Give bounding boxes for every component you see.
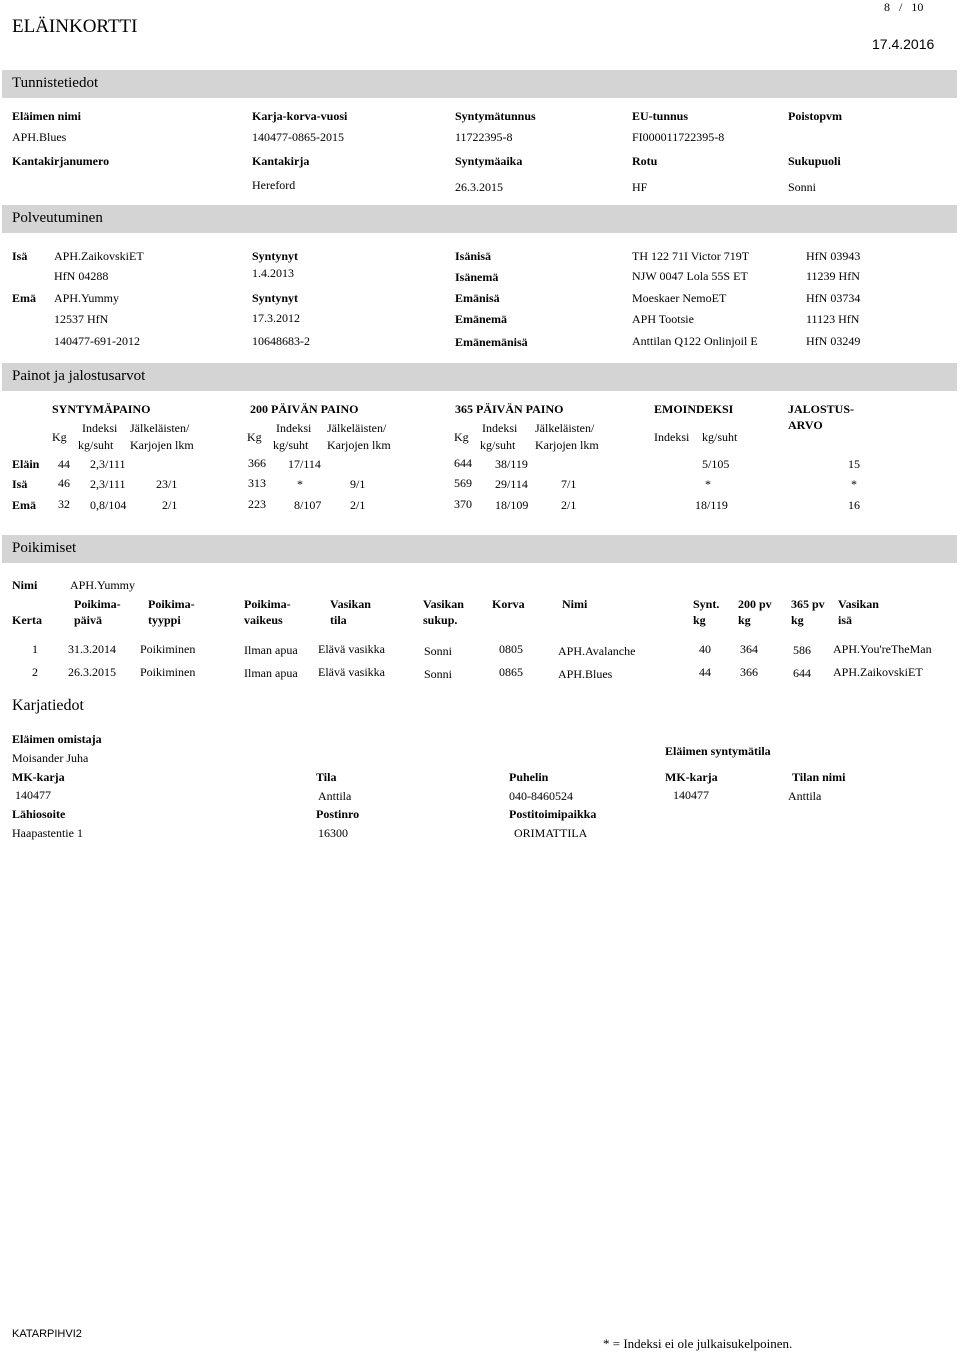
isanema-reg: 11239 HfN (806, 269, 860, 283)
weights-cell: 0,8/104 (90, 498, 127, 512)
label-poistopvm: Poistopvm (788, 109, 842, 123)
label-emanema: Emänemä (455, 312, 507, 326)
label-kantakirja: Kantakirja (252, 154, 310, 168)
section-title: Polveutuminen (12, 210, 103, 226)
weights-cell: 2/1 (162, 498, 178, 512)
sub-karj-2: Karjojen lkm (327, 438, 391, 452)
isa-born: 1.4.2013 (252, 266, 294, 280)
sub-kgsuht-3: kg/suht (480, 438, 516, 452)
weights-cell: 46 (58, 476, 70, 490)
label-rotu: Rotu (632, 154, 658, 168)
calving-cell: APH.You'reTheMan (833, 642, 932, 656)
label-isa: Isä (12, 249, 28, 263)
weights-cell: 2/1 (561, 498, 577, 512)
section-title: Tunnistetiedot (12, 75, 99, 91)
emanema-name: APH Tootsie (632, 312, 694, 326)
label-karja-korva-vuosi: Karja-korva-vuosi (252, 109, 348, 123)
weights-cell: 23/1 (156, 477, 178, 491)
calving-cell: 0805 (499, 642, 523, 656)
calving-cell: Poikiminen (140, 642, 196, 656)
sub-indeksi-1: Indeksi (82, 421, 118, 435)
calving-cell: APH.Blues (558, 667, 613, 681)
sub-indeksi-3: Indeksi (482, 421, 518, 435)
weights-cell: 2,3/111 (90, 457, 126, 471)
emanisa-name: Moeskaer NemoET (632, 291, 727, 305)
col-tila-1: Vasikan (330, 597, 371, 611)
section-tunnistetiedot (2, 70, 957, 98)
weights-cell: 5/105 (702, 457, 730, 471)
ema-born: 17.3.2012 (252, 311, 300, 325)
weights-cell: 223 (248, 497, 266, 511)
label-tila: Tila (316, 770, 337, 784)
label-birthplace: Eläimen syntymätila (665, 744, 771, 758)
weights-cell: 370 (454, 497, 472, 511)
page-number (884, 0, 923, 15)
section-painot (2, 363, 957, 391)
sub-kgsuht-1: kg/suht (78, 438, 114, 452)
calving-cell: 364 (740, 642, 758, 656)
col-korva: Korva (492, 597, 525, 611)
label-ema: Emä (12, 291, 36, 305)
col-vaikeus-2: vaikeus (244, 613, 283, 627)
ema-reg: 12537 HfN (54, 312, 109, 326)
calving-cell: Elävä vasikka (318, 665, 385, 679)
weights-row-label: Emä (12, 498, 36, 512)
label-postinro: Postinro (316, 807, 360, 821)
label-isanisa: Isänisä (455, 249, 492, 263)
weights-cell: 15 (848, 457, 860, 471)
weights-cell: 17/114 (288, 457, 321, 471)
col-sukup-1: Vasikan (423, 597, 464, 611)
tilan-nimi-value: Anttila (788, 789, 822, 803)
isanema-name: NJW 0047 Lola 55S ET (632, 269, 748, 283)
col-synt-2: kg (693, 613, 706, 627)
calving-cell: Ilman apua (244, 666, 298, 680)
label-mk-karja: MK-karja (12, 770, 65, 784)
page-total: 10 (911, 0, 924, 14)
weights-cell: 7/1 (561, 477, 577, 491)
sub-karj-3: Karjojen lkm (535, 438, 599, 452)
sub-kgsuht-2: kg/suht (273, 438, 309, 452)
label-syntymatunnus: Syntymätunnus (455, 109, 536, 123)
postitoimipaikka-value: ORIMATTILA (514, 826, 588, 840)
col-200-1: 200 pv (738, 597, 772, 611)
label-postitoimipaikka: Postitoimipaikka (509, 807, 597, 821)
postinro-value: 16300 (318, 826, 348, 840)
calving-cell: 0865 (499, 665, 523, 679)
calving-cell: APH.Avalanche (558, 644, 636, 658)
group-jalostusarvo-1: JALOSTUS- (788, 402, 855, 416)
calving-cell: 31.3.2014 (68, 642, 116, 656)
sub-kg-2: Kg (247, 430, 262, 444)
weights-row-label: Isä (12, 477, 28, 491)
weights-cell: 44 (58, 457, 70, 471)
value-sukupuoli: Sonni (788, 180, 817, 194)
group-emoindeksi: EMOINDEKSI (654, 402, 734, 416)
sub-jalk-2: Jälkeläisten/ (327, 421, 387, 435)
footer-code: KATARPIHVI2 (12, 1328, 82, 1340)
group-jalostusarvo-2: ARVO (788, 418, 823, 432)
weights-cell: * (851, 477, 857, 491)
ema-id: 140477-691-2012 (54, 334, 140, 348)
section-karjatiedot: Karjatiedot (12, 697, 84, 714)
col-synt-1: Synt. (693, 597, 720, 611)
sub-indeksi-4: Indeksi (654, 430, 690, 444)
label-calving-nimi: Nimi (12, 578, 38, 592)
group-365-paiva: 365 PÄIVÄN PAINO (455, 402, 564, 416)
calving-cell: Elävä vasikka (318, 642, 385, 656)
group-syntymapaino: SYNTYMÄPAINO (52, 402, 151, 416)
weights-cell: 18/119 (695, 498, 728, 512)
weights-cell: * (705, 477, 711, 491)
label-emanemanisa: Emänemänisä (455, 335, 528, 349)
label-isanema: Isänemä (455, 270, 499, 284)
emanemanisa-name: Anttilan Q122 Onlinjoil E (632, 334, 758, 348)
sub-kgsuht-4: kg/suht (702, 430, 738, 444)
weights-cell: * (297, 477, 303, 491)
col-pvm-2: päivä (74, 613, 103, 627)
calving-cell: Sonni (424, 667, 453, 681)
section-polveutuminen (2, 205, 957, 233)
value-karja-korva-vuosi: 140477-0865-2015 (252, 130, 344, 144)
mk-karja-2-value: 140477 (673, 788, 709, 802)
weights-cell: 29/114 (495, 477, 528, 491)
col-isa-2: isä (838, 613, 853, 627)
col-365-1: 365 pv (791, 597, 825, 611)
weights-cell: 8/107 (294, 498, 322, 512)
sub-kg-1: Kg (52, 430, 67, 444)
col-sukup-2: sukup. (423, 613, 458, 627)
col-tila-2: tila (330, 613, 347, 627)
calving-cell: 26.3.2015 (68, 665, 116, 679)
value-syntymatunnus: 11722395-8 (455, 130, 513, 144)
weights-row-label: Eläin (12, 457, 40, 471)
emanemanisa-reg: HfN 03249 (806, 334, 861, 348)
sub-indeksi-2: Indeksi (276, 421, 312, 435)
value-kantakirja: Hereford (252, 178, 296, 192)
col-kerta: Kerta (12, 613, 42, 627)
isa-reg: HfN 04288 (54, 269, 109, 283)
weights-cell: 313 (248, 476, 266, 490)
ema-number: 10648683-2 (252, 334, 310, 348)
isa-name: APH.ZaikovskiET (54, 249, 144, 263)
print-date: 17.4.2016 (872, 36, 935, 52)
weights-cell: 9/1 (350, 477, 366, 491)
calving-cell: 1 (32, 642, 38, 656)
calving-cell: 586 (793, 643, 811, 657)
tila-value: Anttila (318, 789, 352, 803)
weights-cell: 569 (454, 476, 472, 490)
label-ema-syntynyt: Syntynyt (252, 291, 299, 305)
label-emanisa: Emänisä (455, 291, 500, 305)
emanema-reg: 11123 HfN (806, 312, 860, 326)
page-title: ELÄINKORTTI (12, 16, 138, 37)
col-200-2: kg (738, 613, 751, 627)
weights-cell: 644 (454, 456, 472, 470)
label-owner: Eläimen omistaja (12, 732, 102, 746)
calving-cell: 44 (699, 665, 711, 679)
sub-karj-1: Karjojen lkm (130, 438, 194, 452)
isanisa-reg: HfN 03943 (806, 249, 861, 263)
ema-name: APH.Yummy (54, 291, 120, 305)
weights-cell: 366 (248, 456, 266, 470)
weights-cell: 18/109 (495, 498, 529, 512)
group-200-paiva: 200 PÄIVÄN PAINO (250, 402, 359, 416)
calving-dam-name: APH.Yummy (70, 578, 136, 592)
page-sep: / (899, 0, 903, 14)
calving-cell: 2 (32, 665, 38, 679)
sub-kg-3: Kg (454, 430, 469, 444)
col-365-2: kg (791, 613, 804, 627)
label-mk-karja-2: MK-karja (665, 770, 718, 784)
calving-cell: 644 (793, 666, 811, 680)
puhelin-value: 040-8460524 (509, 789, 573, 803)
weights-cell: 2/1 (350, 498, 366, 512)
label-puhelin: Puhelin (509, 770, 549, 784)
weights-cell: 16 (848, 498, 860, 512)
label-eu-tunnus: EU-tunnus (632, 109, 689, 123)
footer-note: * = Indeksi ei ole julkaisukelpoinen. (603, 1336, 793, 1351)
value-syntymaaika: 26.3.2015 (455, 180, 503, 194)
label-elaimen-nimi: Eläimen nimi (12, 109, 82, 123)
section-title: Painot ja jalostusarvot (12, 368, 146, 384)
col-vaikeus-1: Poikima- (244, 597, 291, 611)
weights-cell: 2,3/111 (90, 477, 126, 491)
sub-jalk-1: Jälkeläisten/ (130, 421, 190, 435)
value-eu-tunnus: FI000011722395-8 (632, 130, 725, 144)
owner-name: Moisander Juha (12, 751, 89, 765)
page-current: 8 (884, 0, 890, 14)
calving-cell: Sonni (424, 644, 453, 658)
label-sukupuoli: Sukupuoli (788, 154, 841, 168)
col-tyyppi-1: Poikima- (148, 597, 195, 611)
label-syntymaaika: Syntymäaika (455, 154, 523, 168)
calving-cell: Ilman apua (244, 643, 298, 657)
calving-cell: 40 (699, 642, 711, 656)
col-tyyppi-2: tyyppi (148, 613, 181, 627)
label-lahiosoite: Lähiosoite (12, 807, 66, 821)
weights-cell: 32 (58, 497, 70, 511)
calving-cell: APH.ZaikovskiET (833, 665, 923, 679)
section-poikimiset (2, 535, 957, 563)
value-elaimen-nimi: APH.Blues (12, 130, 67, 144)
calving-cell: 366 (740, 665, 758, 679)
lahiosoite-value: Haapastentie 1 (12, 826, 83, 840)
label-tilan-nimi: Tilan nimi (792, 770, 846, 784)
isanisa-name: TH 122 71I Victor 719T (632, 249, 750, 263)
value-rotu: HF (632, 180, 648, 194)
weights-cell: 38/119 (495, 457, 528, 471)
col-nimi: Nimi (562, 597, 588, 611)
section-title: Poikimiset (12, 540, 77, 556)
label-kantakirjanumero: Kantakirjanumero (12, 154, 110, 168)
label-isa-syntynyt: Syntynyt (252, 249, 299, 263)
sub-jalk-3: Jälkeläisten/ (535, 421, 595, 435)
col-pvm-1: Poikima- (74, 597, 121, 611)
calving-cell: Poikiminen (140, 665, 196, 679)
col-isa-1: Vasikan (838, 597, 879, 611)
mk-karja-value: 140477 (15, 788, 51, 802)
emanisa-reg: HfN 03734 (806, 291, 861, 305)
